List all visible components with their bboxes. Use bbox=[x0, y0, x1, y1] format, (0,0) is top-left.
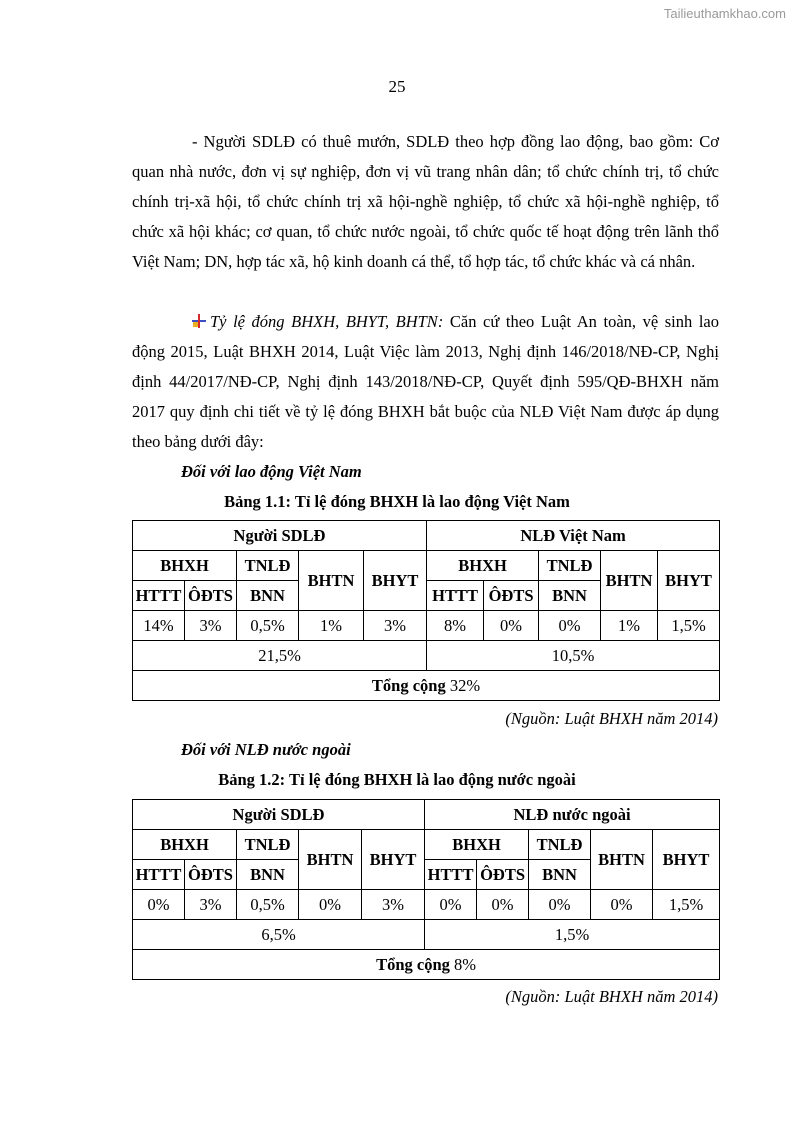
header-httt: HTTT bbox=[133, 581, 185, 611]
table-cell: 3% bbox=[185, 890, 237, 920]
header-httt: HTTT bbox=[427, 581, 484, 611]
table-caption-2: Bảng 1.2: Tỉ lệ đóng BHXH là lao động nước ngoài bbox=[218, 770, 576, 789]
header-bhyt: BHYT bbox=[658, 551, 720, 611]
total-row bbox=[133, 671, 720, 701]
header-bhtn: BHTN bbox=[601, 551, 658, 611]
header-bhyt: BHYT bbox=[364, 551, 427, 611]
table-cell: 1% bbox=[601, 611, 658, 641]
header-bnn: BNN bbox=[237, 581, 299, 611]
table-source-1: (Nguồn: Luật BHXH năm 2014) bbox=[505, 709, 718, 728]
paragraph-employers bbox=[132, 127, 719, 277]
header-bnn: BNN bbox=[529, 860, 591, 890]
total-value: 32% bbox=[445, 675, 481, 695]
table-row bbox=[133, 890, 720, 920]
table-cell: 0,5% bbox=[237, 890, 299, 920]
table-cell: 3% bbox=[362, 890, 425, 920]
table-foreign bbox=[132, 799, 720, 980]
paragraph-text bbox=[132, 307, 719, 457]
group-header-employer: Người SDLĐ bbox=[133, 521, 427, 551]
table-cell: 0% bbox=[539, 611, 601, 641]
header-tnld: TNLĐ bbox=[529, 830, 591, 860]
header-bhxh: BHXH bbox=[133, 830, 237, 860]
subtotal-employee: 10,5% bbox=[427, 641, 720, 671]
header-tnld: TNLĐ bbox=[539, 551, 601, 581]
group-header-employee: NLĐ nước ngoài bbox=[425, 800, 720, 830]
table-cell: 0% bbox=[484, 611, 539, 641]
header-bhtn: BHTN bbox=[591, 830, 653, 890]
header-httt: HTTT bbox=[133, 860, 185, 890]
subtotal-employee: 1,5% bbox=[425, 920, 720, 950]
header-bnn: BNN bbox=[539, 581, 601, 611]
header-bhyt: BHYT bbox=[362, 830, 425, 890]
total-value: 8% bbox=[449, 954, 476, 974]
watermark: Tailieuthamkhao.com bbox=[663, 6, 786, 21]
paragraph-lead: Tỷ lệ đóng BHXH, BHYT, BHTN: bbox=[210, 312, 444, 331]
header-bhxh: BHXH bbox=[427, 551, 539, 581]
header-bnn: BNN bbox=[237, 860, 299, 890]
total-label: Tổng cộng bbox=[376, 954, 450, 974]
section-heading-vietnam: Đối với lao động Việt Nam bbox=[181, 462, 362, 481]
table-cell: 1,5% bbox=[653, 890, 720, 920]
header-odts: ÔĐTS bbox=[185, 860, 237, 890]
table-row bbox=[133, 611, 720, 641]
header-httt: HTTT bbox=[425, 860, 477, 890]
paragraph-body: Căn cứ theo Luật An toàn, vệ sinh lao động 2015, Luật BHXH 2014, Luật Việc làm 2013, Nghị định 146/2018/NĐ-CP, Nghị định 44/2017/NĐ-CP, Nghị định 143/2018/NĐ-CP, Quyết định 595/QĐ-BHXH năm 2017 quy định chi tiết về tỷ lệ đóng BHXH bắt buộc của NLĐ Việt Nam được áp dụng theo bảng dưới đây: bbox=[132, 312, 719, 451]
table-cell: 0% bbox=[299, 890, 362, 920]
group-header-employee: NLĐ Việt Nam bbox=[427, 521, 720, 551]
header-tnld: TNLĐ bbox=[237, 830, 299, 860]
table-cell: 3% bbox=[364, 611, 427, 641]
header-tnld: TNLĐ bbox=[237, 551, 299, 581]
subtotal-employer: 6,5% bbox=[133, 920, 425, 950]
table-cell: 0% bbox=[477, 890, 529, 920]
table-vietnam bbox=[132, 520, 720, 701]
bullet-icon bbox=[192, 314, 206, 328]
table-cell: 0% bbox=[425, 890, 477, 920]
table-cell: 0,5% bbox=[237, 611, 299, 641]
table-cell: 1% bbox=[299, 611, 364, 641]
paragraph-text: - Người SDLĐ có thuê mướn, SDLĐ theo hợp đồng lao động, bao gồm: Cơ quan nhà nước, đơn vị sự nghiệp, đơn vị vũ trang nhân dân; tổ chức chính trị, tổ chức chính trị-xã hội, tổ chức chính trị xã hội-nghề nghiệp, tổ chức xã hội-nghề nghiệp, tổ chức xã hội khác; cơ quan, tổ chức nước ngoài, tổ chức quốc tế hoạt động trên lãnh thổ Việt Nam; DN, hợp tác xã, hộ kinh doanh cá thể, tổ hợp tác, tổ chức khác và cá nhân. bbox=[132, 132, 719, 271]
header-bhyt: BHYT bbox=[653, 830, 720, 890]
group-header-employer: Người SDLĐ bbox=[133, 800, 425, 830]
section-heading-foreign: Đối với NLĐ nước ngoài bbox=[181, 740, 351, 759]
header-bhtn: BHTN bbox=[299, 830, 362, 890]
total-row bbox=[133, 950, 720, 980]
subtotal-employer: 21,5% bbox=[133, 641, 427, 671]
header-odts: ÔĐTS bbox=[185, 581, 237, 611]
header-odts: ÔĐTS bbox=[484, 581, 539, 611]
header-bhxh: BHXH bbox=[425, 830, 529, 860]
table-source-2: (Nguồn: Luật BHXH năm 2014) bbox=[505, 987, 718, 1006]
paragraph-contribution-rates bbox=[132, 307, 719, 457]
table-cell: 0% bbox=[591, 890, 653, 920]
table-caption-1: Bảng 1.1: Tỉ lệ đóng BHXH là lao động Việt Nam bbox=[224, 492, 570, 511]
table-cell: 3% bbox=[185, 611, 237, 641]
table-cell: 0% bbox=[133, 890, 185, 920]
header-bhtn: BHTN bbox=[299, 551, 364, 611]
header-odts: ÔĐTS bbox=[477, 860, 529, 890]
total-label: Tổng cộng bbox=[371, 675, 446, 695]
table-cell: 0% bbox=[529, 890, 591, 920]
table-cell: 14% bbox=[133, 611, 185, 641]
header-bhxh: BHXH bbox=[133, 551, 237, 581]
page-number: 25 bbox=[388, 77, 406, 96]
table-cell: 8% bbox=[427, 611, 484, 641]
table-cell: 1,5% bbox=[658, 611, 720, 641]
